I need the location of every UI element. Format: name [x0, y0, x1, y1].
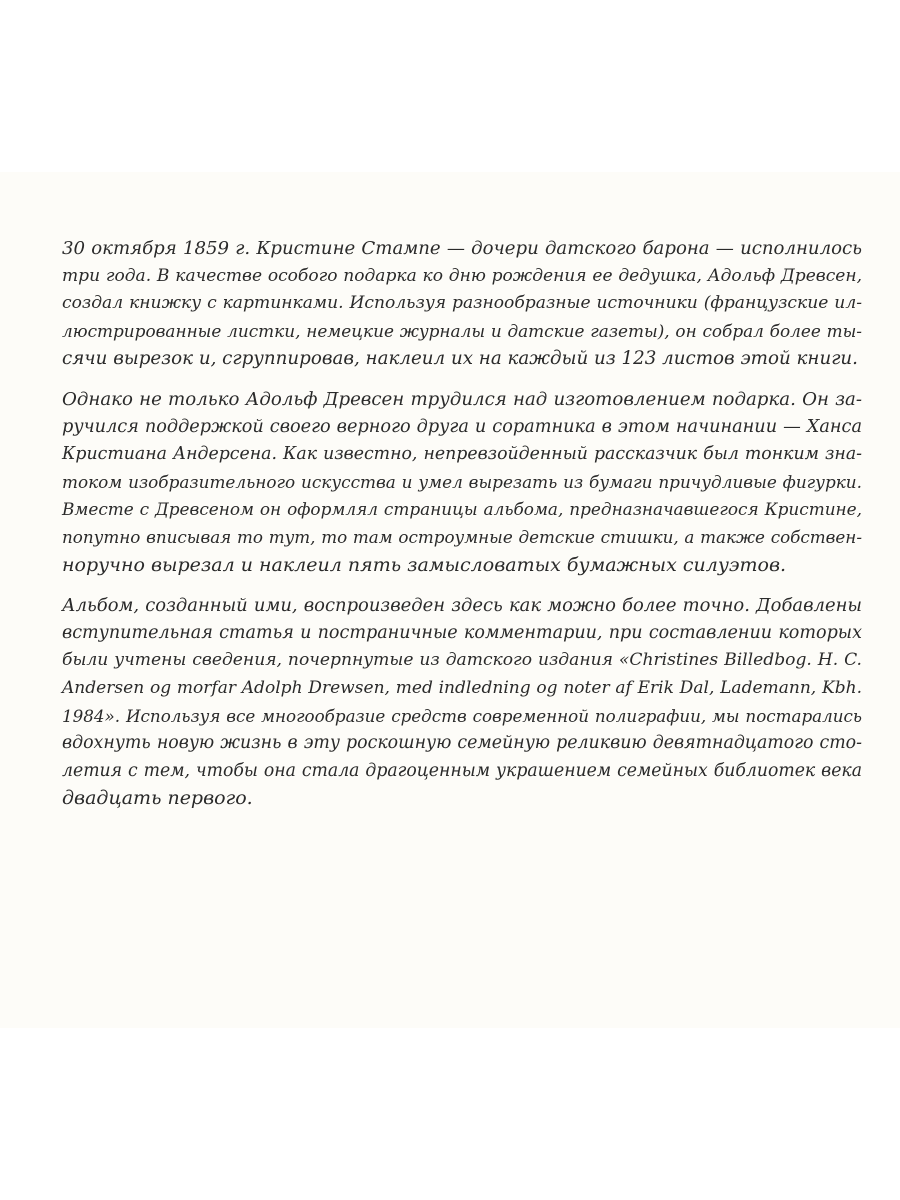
text-line: ручился поддержкой своего верного друга и соратника в этом начинании — Ханса — [62, 416, 862, 437]
text-line: норучно вырезал и наклеил пять замысловатых бумажных силуэтов. — [62, 553, 787, 576]
text-line: 1984». Используя все многообразие средств современной полиграфии, мы постарались — [62, 705, 862, 726]
text-line: создал книжку с картинками. Используя разнообразные источники (французские ил- — [62, 293, 862, 314]
text-line: вдохнуть новую жизнь в эту роскошную семейную реликвию девятнадцатого сто- — [62, 733, 862, 754]
text-line: вступительная статья и постраничные комментарии, при составлении которых — [62, 622, 862, 643]
body-text — [62, 235, 862, 826]
text-line: сячи вырезок и, сгруппировав, наклеил их на каждый из 123 листов этой книги. — [62, 348, 858, 370]
text-line: Кристиана Андерсена. Как известно, непревзойденный рассказчик был тонким зна- — [62, 444, 862, 465]
paragraph-1 — [62, 235, 862, 373]
text-line: попутно вписывая то тут, то там остроумные детские стишки, а также собствен- — [62, 526, 862, 547]
paragraph-3 — [62, 592, 862, 813]
text-line: Альбом, созданный ими, воспроизведен здесь как можно более точно. Добавлены — [62, 595, 862, 617]
paragraph-2 — [62, 386, 862, 579]
text-line: летия с тем, чтобы она стала драгоценным украшением семейных библиотек века — [62, 760, 862, 781]
text-line: током изобразительного искусства и умел вырезать из бумаги причудливые фигурки. — [62, 471, 862, 492]
text-line: были учтены сведения, почерпнутые из датского издания «Christines Billedbog. H. C. — [62, 650, 862, 671]
text-line: три года. В качестве особого подарка ко дню рождения ее дедушка, Адольф Древсен, — [62, 265, 862, 286]
text-line: Вместе с Древсеном он оформлял страницы альбома, предназначавшегося Кристине, — [62, 499, 862, 520]
text-line: люстрированные листки, немецкие журналы и датские газеты), он собрал более ты- — [62, 320, 862, 341]
text-line: двадцать первого. — [62, 787, 253, 810]
text-line: Однако не только Адольф Древсен трудился над изготовлением подарка. Он за- — [62, 388, 862, 410]
text-line: Andersen og morfar Adolph Drewsen, med indledning og noter af Erik Dal, Lademann, Kbh. — [62, 677, 862, 698]
text-line: 30 октября 1859 г. Кристине Стампе — дочери датского барона — исполнилось — [62, 238, 862, 259]
